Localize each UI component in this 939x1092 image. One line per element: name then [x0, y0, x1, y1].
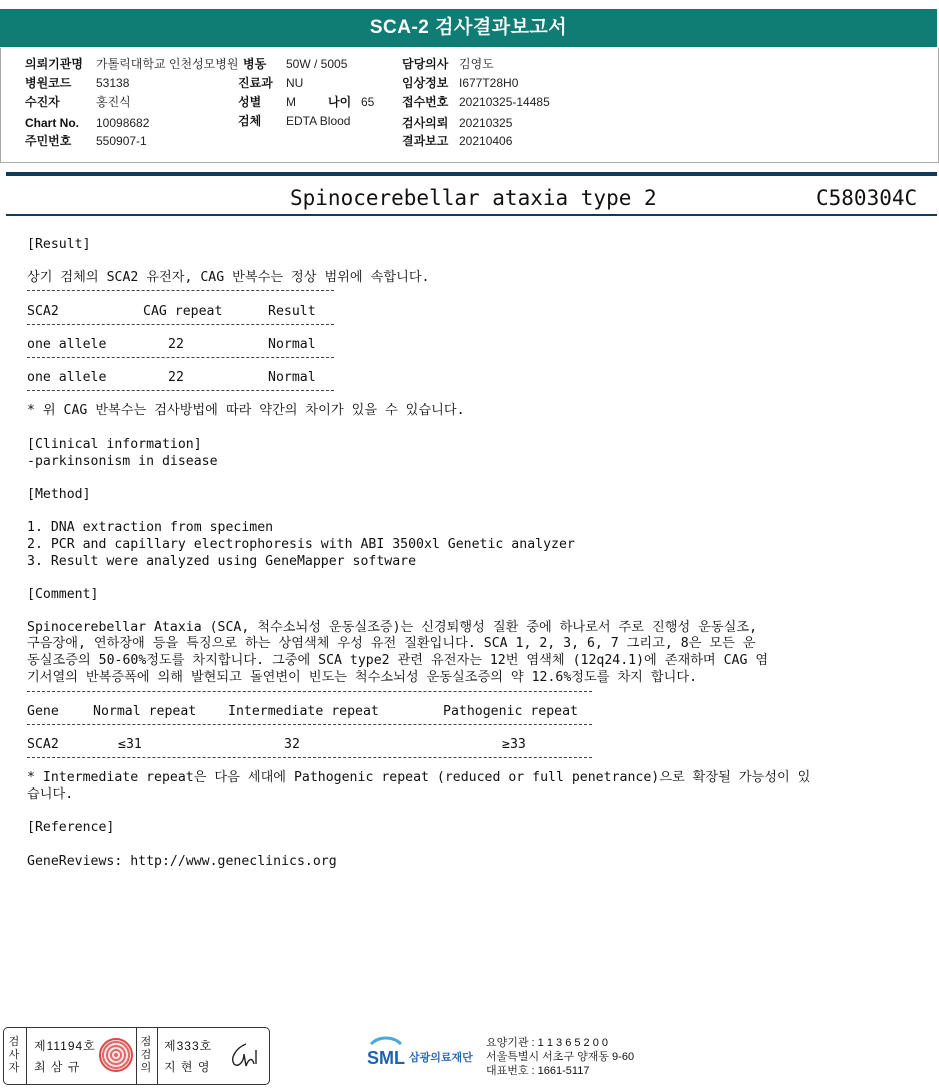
- report-label: 결과보고: [402, 134, 449, 148]
- repeat-table-rule: [27, 724, 592, 725]
- divider: [26, 1028, 27, 1084]
- comment-heading: [Comment]: [27, 587, 99, 602]
- comment-line: 동실조증의 50-60%정도를 차지합니다. 그중에 SCA type2 관련 유전자는 12번 염색체 (12q24.1)에 존재하며 CAG 염: [27, 653, 769, 668]
- doctor-label: 담당의사: [402, 57, 449, 71]
- comment-line: 기서열의 반복증폭에 의해 발현되고 돌연변이 빈도는 척수소뇌성 운동실조증의 약 12.6%정도를 차지 합니다.: [27, 670, 698, 685]
- divider: [136, 1028, 137, 1084]
- specimen-value: EDTA Blood: [286, 114, 351, 128]
- table-row-intermediate: 32: [284, 737, 300, 752]
- signature-box: [3, 1027, 270, 1085]
- comment-line: 구음장애, 연하장애 등을 특징으로 하는 상염색체 우성 유전 질환입니다. SCA 1, 2, 3, 6, 7 그리고, 8은 모든 운: [27, 636, 756, 651]
- sex-value: M: [286, 95, 296, 109]
- result-header-result: Result: [268, 304, 316, 319]
- examiner-name: 최 삼 규: [34, 1060, 81, 1074]
- hospital-code-value: 53138: [96, 76, 130, 90]
- repeat-header-gene: Gene: [27, 704, 59, 719]
- chart-label: Chart No.: [25, 116, 79, 130]
- table-row-gene: SCA2: [27, 737, 59, 752]
- test-code: C580304C: [816, 186, 918, 210]
- repeat-header-pathogenic: Pathogenic repeat: [443, 704, 578, 719]
- table-row-cag: 22: [168, 337, 184, 352]
- result-table-rule: [27, 290, 334, 291]
- repeat-table-rule: [27, 757, 592, 758]
- request-value: 20210325: [459, 116, 513, 130]
- clinical-info-label: 임상정보: [402, 76, 449, 90]
- method-item: 1. DNA extraction from specimen: [27, 520, 274, 535]
- sex-label: 성별: [238, 95, 262, 109]
- sml-logo-icon: [365, 1034, 480, 1076]
- table-row-cag: 22: [168, 370, 184, 385]
- clinical-heading: [Clinical information]: [27, 437, 202, 452]
- receipt-value: 20210325-14485: [459, 95, 550, 109]
- logo-text: SML: [367, 1048, 405, 1068]
- table-row-result: Normal: [268, 370, 316, 385]
- result-note: * 위 CAG 반복수는 검사방법에 따라 약간의 차이가 있을 수 있습니다.: [27, 403, 465, 418]
- test-name: Spinocerebellar ataxia type 2: [290, 186, 657, 210]
- repeat-header-normal: Normal repeat: [93, 704, 197, 719]
- method-item: 2. PCR and capillary electrophoresis with ABI 3500xl Genetic analyzer: [27, 537, 575, 552]
- repeat-note-line: 습니다.: [27, 787, 74, 802]
- id-label: 주민번호: [25, 134, 72, 148]
- divider: [157, 1028, 158, 1084]
- result-text: 상기 검체의 SCA2 유전자, CAG 반복수는 정상 범위에 속합니다.: [27, 270, 430, 285]
- checker-name: 지 현 영: [164, 1060, 211, 1074]
- patient-header: [0, 48, 939, 163]
- chart-value: 10098682: [96, 116, 150, 130]
- institution-value: 가톨릭대학교 인천성모병원: [96, 57, 239, 71]
- result-header-gene: SCA2: [27, 304, 59, 319]
- table-row-allele: one allele: [27, 370, 107, 385]
- result-header-cag: CAG repeat: [143, 304, 223, 319]
- seal-stamp-icon: [99, 1038, 133, 1072]
- table-row-normal: ≤31: [118, 737, 142, 752]
- report-title: SCA-2 검사결과보고서: [0, 9, 937, 47]
- method-heading: [Method]: [27, 487, 91, 502]
- reference-heading: [Reference]: [27, 820, 115, 835]
- examiner-number: 제11194호: [34, 1039, 96, 1053]
- receipt-label: 접수번호: [402, 95, 449, 109]
- title-rule-top: [6, 172, 937, 176]
- doctor-value: 김영도: [459, 57, 494, 71]
- patient-value: 홍진식: [96, 95, 131, 109]
- report-value: 20210406: [459, 134, 513, 148]
- signature-icon: [226, 1040, 262, 1072]
- ward-label: 병동: [243, 57, 267, 71]
- care-institution: 요양기관 : 1 1 3 6 5 2 0 0: [486, 1037, 609, 1049]
- phone: 대표번호 : 1661-5117: [486, 1065, 590, 1077]
- address: 서울특별시 서초구 양재동 9-60: [486, 1051, 635, 1063]
- id-value: 550907-1: [96, 134, 147, 148]
- repeat-table-rule: [27, 691, 592, 692]
- age-label: 나이: [328, 95, 352, 109]
- checker-label: 점 검 의: [140, 1036, 152, 1074]
- checker-number: 제333호: [164, 1039, 213, 1053]
- comment-line: Spinocerebellar Ataxia (SCA, 척수소뇌성 운동실조증)는 신경퇴행성 질환 중에 하나로서 주로 진행성 운동실조,: [27, 620, 758, 635]
- foundation-name: 삼광의료재단: [409, 1052, 473, 1064]
- table-row-pathogenic: ≥33: [502, 737, 526, 752]
- repeat-note-line: * Intermediate repeat은 다음 세대에 Pathogenic repeat (reduced or full penetrance)으로 확장될 가능성이 있: [27, 770, 811, 785]
- department-value: NU: [286, 76, 304, 90]
- method-item: 3. Result were analyzed using GeneMapper software: [27, 554, 417, 569]
- department-label: 진료과: [238, 76, 273, 90]
- result-table-rule: [27, 390, 334, 391]
- examiner-label: 검 사 자: [8, 1036, 20, 1074]
- institution-label: 의뢰기관명: [25, 57, 83, 71]
- reference-text: GeneReviews: http://www.geneclinics.org: [27, 854, 337, 869]
- result-heading: [Result]: [27, 237, 91, 252]
- table-row-allele: one allele: [27, 337, 107, 352]
- clinical-text: -parkinsonism in disease: [27, 454, 218, 469]
- result-table-rule: [27, 324, 334, 325]
- repeat-header-intermediate: Intermediate repeat: [228, 704, 379, 719]
- ward-value: 50W / 5005: [286, 57, 348, 71]
- clinical-info-value: I677T28H0: [459, 76, 519, 90]
- specimen-label: 검체: [238, 114, 262, 128]
- request-label: 검사의뢰: [402, 116, 449, 130]
- result-table-rule: [27, 357, 334, 358]
- title-rule-bottom: [6, 214, 937, 216]
- table-row-result: Normal: [268, 337, 316, 352]
- age-value: 65: [361, 95, 375, 109]
- patient-label: 수진자: [25, 95, 60, 109]
- hospital-code-label: 병원코드: [25, 76, 72, 90]
